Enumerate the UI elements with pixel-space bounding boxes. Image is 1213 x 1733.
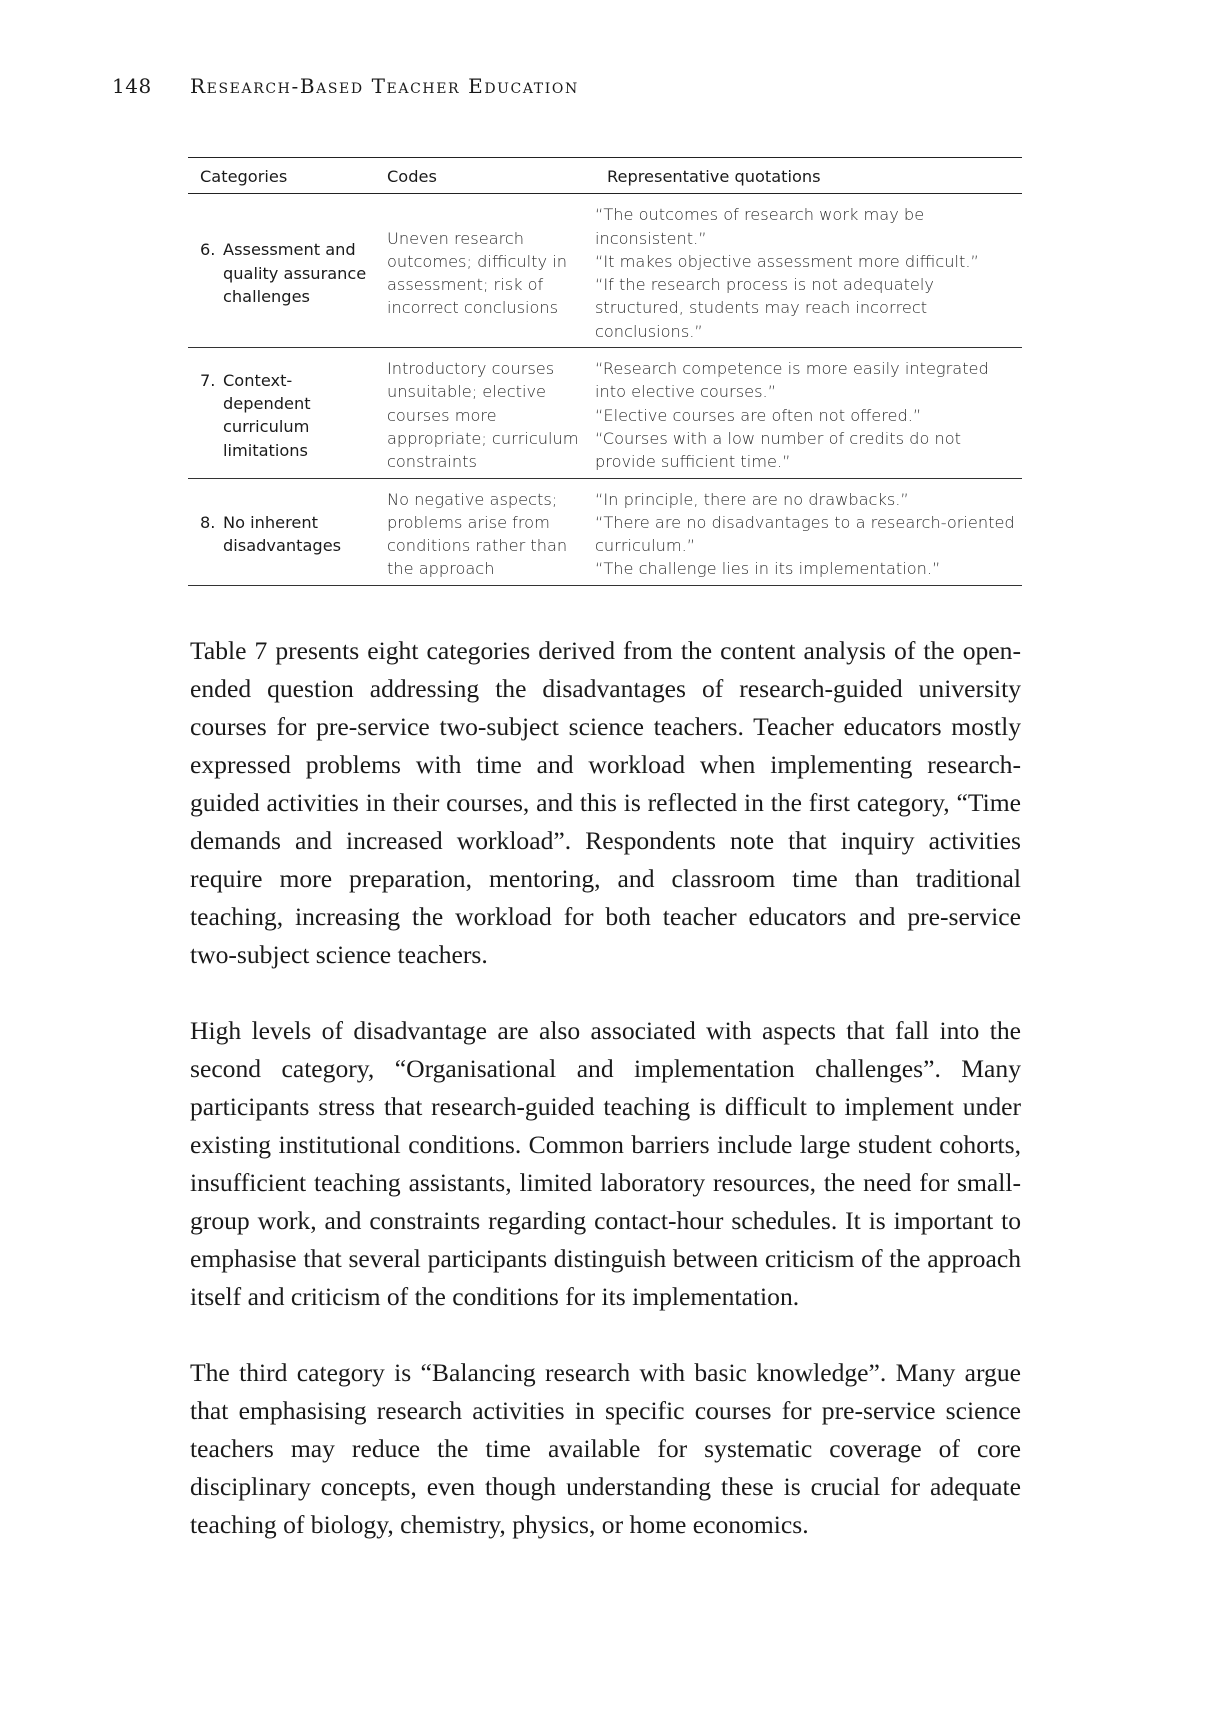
category-label: Assessment and quality assurance challenges [223, 240, 367, 306]
category-cell [188, 348, 375, 478]
category-number: 7. [200, 370, 216, 390]
quotation: “Research competence is more easily integrated into elective courses.” [595, 359, 989, 402]
column-header-codes: Codes [375, 158, 595, 194]
body-text [190, 632, 1021, 1582]
quotations-cell [595, 194, 1022, 348]
codes-cell: No negative aspects; problems arise from conditions rather than the approach [375, 478, 595, 585]
table-row [188, 478, 1022, 585]
paragraph: Table 7 presents eight categories derived from the content analysis of the open-ended question addressing the disadvantages of research-guided university courses for pre-service two-subject science teachers. Teacher educators mostly expressed problems with time and workload when implementing research-guided activities in their courses, and this is reflected in the first category, “Time demands and increased workload”. Respondents note that inquiry activities require more preparation, mentoring, and classroom time than traditional teaching, increasing the workload for both teacher educators and pre-service two-subject science teachers. [190, 636, 1021, 969]
codes-cell: Uneven research outcomes; difficulty in assessment; risk of incorrect conclusions [375, 194, 595, 348]
quotation: “In principle, there are no drawbacks.” [595, 489, 909, 509]
quotation: “The outcomes of research work may be inconsistent.” [595, 205, 925, 248]
table-header-row [188, 158, 1022, 194]
table-row [188, 194, 1022, 348]
page-header [112, 74, 1032, 104]
paragraph: The third category is “Balancing research with basic knowledge”. Many argue that emphasising research activities in specific courses for pre-service science teachers may reduce the time available for systematic coverage of core disciplinary concepts, even though understanding these is crucial for adequate teaching of biology, chemistry, physics, or home economics. [190, 1358, 1021, 1539]
category-number: 8. [200, 512, 216, 532]
quotation: “If the research process is not adequately structured, students may reach incorrect conclusions.” [595, 275, 934, 341]
codes-cell: Introductory courses unsuitable; elective courses more appropriate; curriculum constraints [375, 348, 595, 478]
running-head: Research-Based Teacher Education [190, 74, 579, 98]
category-number: 6. [200, 240, 216, 260]
paragraph: High levels of disadvantage are also associated with aspects that fall into the second category, “Organisational and implementation challenges”. Many participants stress that research-guided teaching is difficult to implement under existing institutional conditions. Common barriers include large student cohorts, insufficient teaching assistants, limited laboratory resources, the need for small-group work, and constraints regarding contact-hour schedules. It is important to emphasise that several participants distinguish between criticism of the approach itself and criticism of the conditions for its implementation. [190, 1016, 1021, 1311]
column-header-quotations: Representative quotations [595, 158, 1022, 194]
quotation: “Elective courses are often not offered.” [595, 405, 922, 425]
quotations-cell [595, 478, 1022, 585]
quotations-cell [595, 348, 1022, 478]
quotation: “Courses with a low number of credits do not provide sufficient time.” [595, 428, 962, 472]
quotation: “The challenge lies in its implementation.” [595, 559, 941, 579]
quotation: “There are no disadvantages to a research-oriented curriculum.” [595, 512, 1015, 556]
table-row [188, 348, 1022, 478]
page-number: 148 [112, 74, 152, 98]
category-cell [188, 194, 375, 348]
category-label: No inherent disadvantages [223, 512, 342, 556]
quotation: “It makes objective assessment more difficult.” [595, 251, 979, 271]
column-header-categories: Categories [188, 158, 375, 194]
category-cell [188, 478, 375, 585]
categories-table [188, 157, 1022, 586]
category-label: Context-dependent curriculum limitations [223, 370, 311, 460]
